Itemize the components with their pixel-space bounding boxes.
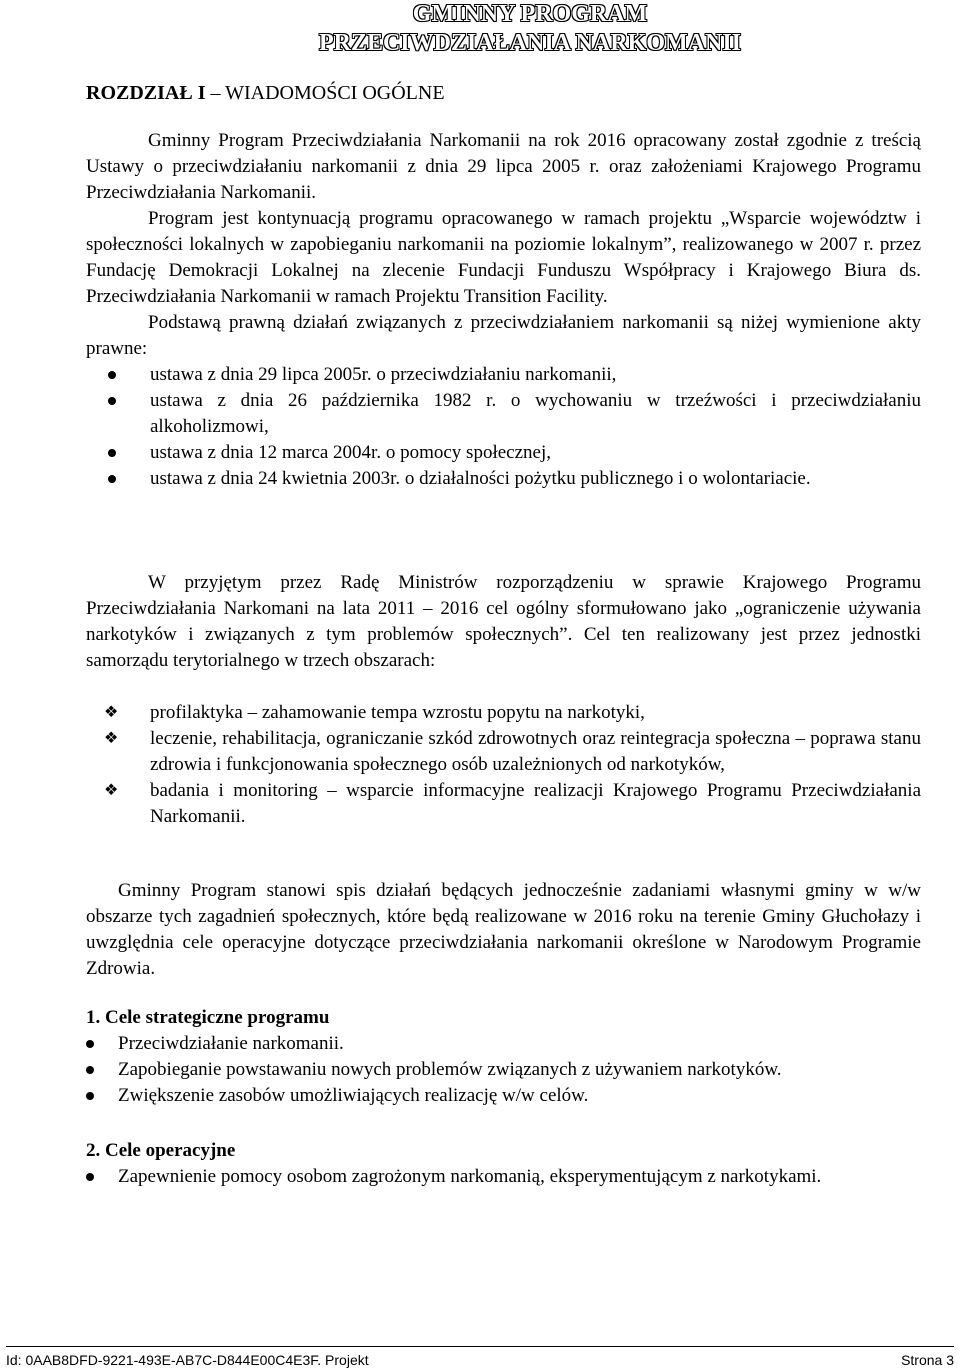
document-id: Id: 0AAB8DFD-9221-493E-AB7C-D844E00C4E3F. Projekt (6, 1352, 369, 1368)
strategy-paragraph: W przyjętym przez Radę Ministrów rozporządzeniu w sprawie Krajowego Programu Przeciwdziałania Narkomani na lata 2011 – 2016 cel ogólny sformułowano jako „ograniczenie używania narkotyków i związanych z tym problemów społecznych”. Cel ten realizowany jest przez jednostki samorządu terytorialnego w trzech obszarach: (86, 572, 921, 671)
list-item: Zapobieganie powstawaniu nowych problemów związanych z używaniem narkotyków. (86, 1057, 921, 1083)
bullet-icon (86, 1092, 94, 1100)
areas-list (86, 700, 921, 830)
bullet-icon (86, 1040, 94, 1048)
program-paragraph: Gminny Program stanowi spis działań będących jednocześnie zadaniami własnymi gminy w w/w obszarze tych zagadnień społecznych, które będą realizowane w 2016 roku na terenie Gminy Głuchołazy i uwzględnia cele operacyjne dotyczące przeciwdziałania narkomanii określone w Narodowym Programie Zdrowia. (86, 880, 921, 979)
bullet-icon (86, 1066, 94, 1074)
title-line-1: GMINNY PROGRAM (412, 1, 648, 27)
chapter-title: – WIADOMOŚCI OGÓLNE (210, 82, 445, 104)
chapter-label: ROZDZIAŁ I (86, 82, 206, 104)
document-title (200, 0, 860, 58)
list-item: ustawa z dnia 26 października 1982 r. o wychowaniu w trzeźwości i przeciwdziałaniu alkoholizmowi, (86, 388, 921, 440)
title-line-2: PRZECIWDZIAŁANIA NARKOMANII (318, 30, 742, 56)
diamond-bullet-icon: ❖ (104, 730, 119, 747)
diamond-bullet-icon: ❖ (104, 704, 119, 721)
list-item: ❖ leczenie, rehabilitacja, ograniczanie szkód zdrowotnych oraz reintegracja społeczna – poprawa stanu zdrowia i funkcjonowania społecznego osób uzależnionych od narkotyków, (104, 728, 921, 775)
footer-divider (6, 1346, 954, 1347)
section-2-heading: 2. Cele operacyjne (86, 1140, 236, 1161)
operational-goals-section (86, 1138, 921, 1190)
list-item: ❖ badania i monitoring – wsparcie informacyjne realizacji Krajowego Programu Przeciwdziałania Narkomanii. (104, 780, 921, 827)
section-1-heading: 1. Cele strategiczne programu (86, 1007, 330, 1028)
intro-paragraph-1: Gminny Program Przeciwdziałania Narkomanii na rok 2016 opracowany został zgodnie z treścią Ustawy o przeciwdziałaniu narkomanii z dnia 29 lipca 2005 r. oraz założeniami Krajowego Programu Przeciwdziałania Narkomanii. (86, 130, 921, 203)
intro-paragraph-3: Podstawą prawną działań związanych z przeciwdziałaniem narkomanii są niżej wymienione akty prawne: (86, 312, 921, 359)
strategic-goals-list (86, 1031, 921, 1109)
strategy-section (86, 570, 921, 674)
list-item: Zwiększenie zasobów umożliwiających realizację w/w celów. (86, 1083, 921, 1109)
list-item: ustawa z dnia 29 lipca 2005r. o przeciwdziałaniu narkomanii, (86, 362, 921, 388)
legal-acts-list (86, 362, 921, 492)
strategic-goals-section (86, 1005, 921, 1109)
list-item: Przeciwdziałanie narkomanii. (86, 1031, 921, 1057)
page-number: Strona 3 (901, 1352, 954, 1368)
intro-section (86, 128, 921, 492)
diamond-bullet-icon: ❖ (104, 782, 119, 799)
bullet-icon (108, 449, 116, 457)
operational-goals-list (86, 1164, 921, 1190)
list-item: ustawa z dnia 12 marca 2004r. o pomocy społecznej, (86, 440, 921, 466)
bullet-icon (108, 371, 116, 379)
bullet-icon (86, 1173, 94, 1181)
areas-section (86, 700, 921, 830)
list-item: Zapewnienie pomocy osobom zagrożonym narkomanią, eksperymentującym z narkotykami. (86, 1164, 921, 1190)
program-section (86, 878, 921, 982)
chapter-heading (86, 82, 445, 105)
list-item: ustawa z dnia 24 kwietnia 2003r. o działalności pożytku publicznego i o wolontariacie. (86, 466, 921, 492)
bullet-icon (108, 475, 116, 483)
list-item: ❖ profilaktyka – zahamowanie tempa wzrostu popytu na narkotyki, (86, 700, 921, 726)
intro-paragraph-2: Program jest kontynuacją programu opracowanego w ramach projektu „Wsparcie województw i społeczności lokalnych w zapobieganiu narkomanii na poziomie lokalnym”, realizowanego w 2007 r. przez Fundację Demokracji Lokalnej na zlecenie Fundacji Funduszu Współpracy i Krajowego Biura ds. Przeciwdziałania Narkomanii w ramach Projektu Transition Facility. (86, 208, 921, 307)
bullet-icon (108, 397, 116, 405)
